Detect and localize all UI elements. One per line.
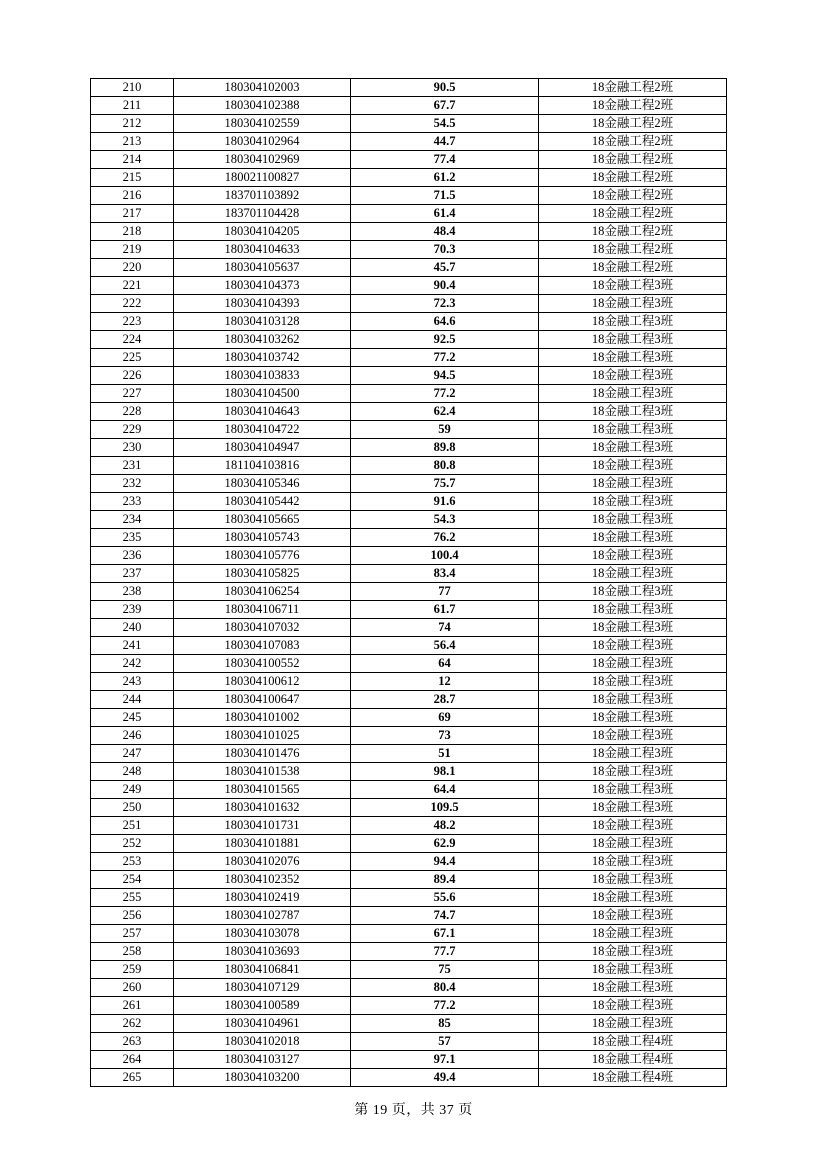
student-id-cell: 180304102787 — [174, 907, 351, 925]
score-cell: 61.4 — [351, 205, 539, 223]
score-cell: 89.8 — [351, 439, 539, 457]
student-id-cell: 183701103892 — [174, 187, 351, 205]
student-id-cell: 180304105825 — [174, 565, 351, 583]
score-cell: 61.2 — [351, 169, 539, 187]
row-number-cell: 218 — [91, 223, 174, 241]
student-id-cell: 180304104633 — [174, 241, 351, 259]
class-name-cell: 18金融工程3班 — [539, 277, 727, 295]
score-cell: 97.1 — [351, 1051, 539, 1069]
student-id-cell: 180304103128 — [174, 313, 351, 331]
table-row — [91, 205, 727, 223]
row-number-cell: 234 — [91, 511, 174, 529]
row-number-cell: 223 — [91, 313, 174, 331]
row-number-cell: 254 — [91, 871, 174, 889]
row-number-cell: 226 — [91, 367, 174, 385]
student-id-cell: 180304100612 — [174, 673, 351, 691]
class-name-cell: 18金融工程3班 — [539, 1015, 727, 1033]
student-id-cell: 180304103833 — [174, 367, 351, 385]
class-name-cell: 18金融工程3班 — [539, 763, 727, 781]
student-id-cell: 181104103816 — [174, 457, 351, 475]
class-name-cell: 18金融工程2班 — [539, 133, 727, 151]
row-number-cell: 219 — [91, 241, 174, 259]
table-row — [91, 151, 727, 169]
class-name-cell: 18金融工程3班 — [539, 673, 727, 691]
score-cell: 80.8 — [351, 457, 539, 475]
row-number-cell: 228 — [91, 403, 174, 421]
table-row — [91, 691, 727, 709]
student-id-cell: 180304104373 — [174, 277, 351, 295]
student-id-cell: 180304103200 — [174, 1069, 351, 1087]
class-name-cell: 18金融工程3班 — [539, 457, 727, 475]
score-cell: 90.5 — [351, 79, 539, 97]
class-name-cell: 18金融工程3班 — [539, 547, 727, 565]
score-cell: 109.5 — [351, 799, 539, 817]
score-cell: 54.5 — [351, 115, 539, 133]
score-cell: 76.2 — [351, 529, 539, 547]
score-cell: 74 — [351, 619, 539, 637]
row-number-cell: 243 — [91, 673, 174, 691]
score-cell: 51 — [351, 745, 539, 763]
row-number-cell: 259 — [91, 961, 174, 979]
table-row — [91, 565, 727, 583]
class-name-cell: 18金融工程3班 — [539, 961, 727, 979]
student-id-cell: 180304102419 — [174, 889, 351, 907]
table-row — [91, 475, 727, 493]
table-row — [91, 115, 727, 133]
class-name-cell: 18金融工程3班 — [539, 367, 727, 385]
student-id-cell: 180304103742 — [174, 349, 351, 367]
class-name-cell: 18金融工程4班 — [539, 1069, 727, 1087]
row-number-cell: 258 — [91, 943, 174, 961]
score-cell: 71.5 — [351, 187, 539, 205]
score-cell: 74.7 — [351, 907, 539, 925]
student-id-cell: 180304102076 — [174, 853, 351, 871]
score-cell: 70.3 — [351, 241, 539, 259]
score-cell: 57 — [351, 1033, 539, 1051]
score-cell: 64 — [351, 655, 539, 673]
score-cell: 89.4 — [351, 871, 539, 889]
table-row — [91, 1069, 727, 1087]
score-cell: 56.4 — [351, 637, 539, 655]
table-row — [91, 349, 727, 367]
student-id-cell: 180304104205 — [174, 223, 351, 241]
table-row — [91, 853, 727, 871]
class-name-cell: 18金融工程3班 — [539, 619, 727, 637]
class-name-cell: 18金融工程3班 — [539, 709, 727, 727]
student-id-cell: 180304102352 — [174, 871, 351, 889]
student-id-cell: 180304102388 — [174, 97, 351, 115]
class-name-cell: 18金融工程3班 — [539, 493, 727, 511]
student-id-cell: 180304105637 — [174, 259, 351, 277]
row-number-cell: 227 — [91, 385, 174, 403]
score-cell: 44.7 — [351, 133, 539, 151]
row-number-cell: 233 — [91, 493, 174, 511]
table-row — [91, 817, 727, 835]
row-number-cell: 214 — [91, 151, 174, 169]
class-name-cell: 18金融工程3班 — [539, 817, 727, 835]
row-number-cell: 236 — [91, 547, 174, 565]
student-id-cell: 180304102559 — [174, 115, 351, 133]
row-number-cell: 264 — [91, 1051, 174, 1069]
table-row — [91, 223, 727, 241]
table-row — [91, 673, 727, 691]
score-cell: 62.4 — [351, 403, 539, 421]
class-name-cell: 18金融工程3班 — [539, 421, 727, 439]
row-number-cell: 216 — [91, 187, 174, 205]
student-id-cell: 180304104643 — [174, 403, 351, 421]
table-row — [91, 511, 727, 529]
row-number-cell: 241 — [91, 637, 174, 655]
table-row — [91, 943, 727, 961]
row-number-cell: 256 — [91, 907, 174, 925]
class-name-cell: 18金融工程2班 — [539, 115, 727, 133]
table-row — [91, 799, 727, 817]
row-number-cell: 262 — [91, 1015, 174, 1033]
page-footer: 第 19 页，共 37 页 — [354, 1103, 473, 1118]
table-row — [91, 331, 727, 349]
class-name-cell: 18金融工程3班 — [539, 907, 727, 925]
student-id-cell: 180304101025 — [174, 727, 351, 745]
row-number-cell: 220 — [91, 259, 174, 277]
table-row — [91, 997, 727, 1015]
row-number-cell: 265 — [91, 1069, 174, 1087]
class-name-cell: 18金融工程3班 — [539, 745, 727, 763]
row-number-cell: 255 — [91, 889, 174, 907]
class-name-cell: 18金融工程3班 — [539, 349, 727, 367]
score-cell: 77.7 — [351, 943, 539, 961]
student-id-cell: 180304101731 — [174, 817, 351, 835]
student-id-cell: 180304107083 — [174, 637, 351, 655]
score-cell: 61.7 — [351, 601, 539, 619]
score-cell: 69 — [351, 709, 539, 727]
student-id-cell: 180304102003 — [174, 79, 351, 97]
score-cell: 75 — [351, 961, 539, 979]
row-number-cell: 240 — [91, 619, 174, 637]
class-name-cell: 18金融工程2班 — [539, 187, 727, 205]
class-name-cell: 18金融工程3班 — [539, 439, 727, 457]
score-cell: 92.5 — [351, 331, 539, 349]
student-id-cell: 180304107032 — [174, 619, 351, 637]
class-name-cell: 18金融工程3班 — [539, 565, 727, 583]
score-cell: 48.4 — [351, 223, 539, 241]
score-cell: 59 — [351, 421, 539, 439]
student-id-cell: 180304100647 — [174, 691, 351, 709]
score-cell: 54.3 — [351, 511, 539, 529]
class-name-cell: 18金融工程3班 — [539, 997, 727, 1015]
class-name-cell: 18金融工程2班 — [539, 223, 727, 241]
class-name-cell: 18金融工程2班 — [539, 151, 727, 169]
score-cell: 77.4 — [351, 151, 539, 169]
table-row — [91, 421, 727, 439]
score-cell: 49.4 — [351, 1069, 539, 1087]
class-name-cell: 18金融工程3班 — [539, 943, 727, 961]
table-row — [91, 889, 727, 907]
table-row — [91, 907, 727, 925]
class-name-cell: 18金融工程4班 — [539, 1051, 727, 1069]
class-name-cell: 18金融工程2班 — [539, 79, 727, 97]
row-number-cell: 239 — [91, 601, 174, 619]
score-cell: 72.3 — [351, 295, 539, 313]
table-row — [91, 925, 727, 943]
row-number-cell: 248 — [91, 763, 174, 781]
score-cell: 67.1 — [351, 925, 539, 943]
table-row — [91, 493, 727, 511]
score-cell: 94.5 — [351, 367, 539, 385]
table-row — [91, 79, 727, 97]
class-name-cell: 18金融工程3班 — [539, 511, 727, 529]
table-row — [91, 601, 727, 619]
student-id-cell: 180304103693 — [174, 943, 351, 961]
score-cell: 48.2 — [351, 817, 539, 835]
score-cell: 94.4 — [351, 853, 539, 871]
class-name-cell: 18金融工程3班 — [539, 295, 727, 313]
score-cell: 55.6 — [351, 889, 539, 907]
row-number-cell: 252 — [91, 835, 174, 853]
row-number-cell: 213 — [91, 133, 174, 151]
table-row — [91, 547, 727, 565]
table-row — [91, 367, 727, 385]
table-row — [91, 295, 727, 313]
score-cell: 90.4 — [351, 277, 539, 295]
score-cell: 62.9 — [351, 835, 539, 853]
student-id-cell: 180304105665 — [174, 511, 351, 529]
table-row — [91, 1051, 727, 1069]
table-row — [91, 385, 727, 403]
score-cell: 83.4 — [351, 565, 539, 583]
score-cell: 75.7 — [351, 475, 539, 493]
score-cell: 77 — [351, 583, 539, 601]
table-row — [91, 655, 727, 673]
row-number-cell: 260 — [91, 979, 174, 997]
class-name-cell: 18金融工程3班 — [539, 781, 727, 799]
row-number-cell: 210 — [91, 79, 174, 97]
score-cell: 80.4 — [351, 979, 539, 997]
table-row — [91, 1015, 727, 1033]
student-id-cell: 180304101002 — [174, 709, 351, 727]
student-id-cell: 180304104961 — [174, 1015, 351, 1033]
row-number-cell: 224 — [91, 331, 174, 349]
row-number-cell: 215 — [91, 169, 174, 187]
class-name-cell: 18金融工程2班 — [539, 97, 727, 115]
score-cell: 85 — [351, 1015, 539, 1033]
table-row — [91, 745, 727, 763]
row-number-cell: 217 — [91, 205, 174, 223]
student-id-cell: 180304101565 — [174, 781, 351, 799]
class-name-cell: 18金融工程3班 — [539, 583, 727, 601]
student-id-cell: 180304102969 — [174, 151, 351, 169]
score-cell: 64.6 — [351, 313, 539, 331]
row-number-cell: 242 — [91, 655, 174, 673]
row-number-cell: 231 — [91, 457, 174, 475]
student-id-cell: 180304106254 — [174, 583, 351, 601]
table-row — [91, 439, 727, 457]
table-row — [91, 187, 727, 205]
student-id-cell: 180304105442 — [174, 493, 351, 511]
table-row — [91, 709, 727, 727]
score-cell: 67.7 — [351, 97, 539, 115]
class-name-cell: 18金融工程3班 — [539, 385, 727, 403]
class-name-cell: 18金融工程4班 — [539, 1033, 727, 1051]
table-row — [91, 637, 727, 655]
row-number-cell: 261 — [91, 997, 174, 1015]
table-row — [91, 835, 727, 853]
score-cell: 100.4 — [351, 547, 539, 565]
class-name-cell: 18金融工程3班 — [539, 835, 727, 853]
row-number-cell: 257 — [91, 925, 174, 943]
score-cell: 28.7 — [351, 691, 539, 709]
class-name-cell: 18金融工程3班 — [539, 799, 727, 817]
table-row — [91, 961, 727, 979]
class-name-cell: 18金融工程3班 — [539, 475, 727, 493]
class-name-cell: 18金融工程3班 — [539, 979, 727, 997]
class-name-cell: 18金融工程3班 — [539, 871, 727, 889]
row-number-cell: 221 — [91, 277, 174, 295]
student-id-cell: 180304102964 — [174, 133, 351, 151]
row-number-cell: 230 — [91, 439, 174, 457]
score-cell: 77.2 — [351, 349, 539, 367]
row-number-cell: 250 — [91, 799, 174, 817]
table-row — [91, 277, 727, 295]
table-row — [91, 529, 727, 547]
row-number-cell: 222 — [91, 295, 174, 313]
class-name-cell: 18金融工程3班 — [539, 331, 727, 349]
row-number-cell: 245 — [91, 709, 174, 727]
table-row — [91, 97, 727, 115]
student-id-cell: 180304101476 — [174, 745, 351, 763]
student-id-cell: 180304104500 — [174, 385, 351, 403]
class-name-cell: 18金融工程3班 — [539, 655, 727, 673]
table-row — [91, 457, 727, 475]
class-name-cell: 18金融工程3班 — [539, 637, 727, 655]
class-name-cell: 18金融工程2班 — [539, 205, 727, 223]
row-number-cell: 229 — [91, 421, 174, 439]
row-number-cell: 263 — [91, 1033, 174, 1051]
student-id-cell: 180304104722 — [174, 421, 351, 439]
row-number-cell: 225 — [91, 349, 174, 367]
table-row — [91, 781, 727, 799]
row-number-cell: 211 — [91, 97, 174, 115]
student-id-cell: 183701104428 — [174, 205, 351, 223]
table-row — [91, 979, 727, 997]
student-id-cell: 180304104947 — [174, 439, 351, 457]
table-row — [91, 871, 727, 889]
row-number-cell: 246 — [91, 727, 174, 745]
student-id-cell: 180304100552 — [174, 655, 351, 673]
student-id-cell: 180304101881 — [174, 835, 351, 853]
table-row — [91, 259, 727, 277]
row-number-cell: 249 — [91, 781, 174, 799]
score-cell: 77.2 — [351, 997, 539, 1015]
student-id-cell: 180304102018 — [174, 1033, 351, 1051]
table-row — [91, 133, 727, 151]
class-name-cell: 18金融工程3班 — [539, 889, 727, 907]
student-id-cell: 180304101632 — [174, 799, 351, 817]
student-id-cell: 180304104393 — [174, 295, 351, 313]
student-id-cell: 180304106841 — [174, 961, 351, 979]
row-number-cell: 232 — [91, 475, 174, 493]
class-name-cell: 18金融工程3班 — [539, 529, 727, 547]
table-row — [91, 241, 727, 259]
student-id-cell: 180304103262 — [174, 331, 351, 349]
score-cell: 77.2 — [351, 385, 539, 403]
class-name-cell: 18金融工程3班 — [539, 691, 727, 709]
score-table-body — [91, 79, 727, 1087]
score-cell: 98.1 — [351, 763, 539, 781]
score-cell: 91.6 — [351, 493, 539, 511]
row-number-cell: 253 — [91, 853, 174, 871]
score-cell: 45.7 — [351, 259, 539, 277]
student-id-cell: 180304105743 — [174, 529, 351, 547]
score-table — [90, 78, 727, 1087]
table-row — [91, 619, 727, 637]
score-cell: 12 — [351, 673, 539, 691]
student-id-cell: 180304107129 — [174, 979, 351, 997]
student-id-cell: 180304101538 — [174, 763, 351, 781]
row-number-cell: 251 — [91, 817, 174, 835]
table-row — [91, 1033, 727, 1051]
class-name-cell: 18金融工程2班 — [539, 169, 727, 187]
score-cell: 64.4 — [351, 781, 539, 799]
class-name-cell: 18金融工程3班 — [539, 403, 727, 421]
class-name-cell: 18金融工程3班 — [539, 925, 727, 943]
row-number-cell: 244 — [91, 691, 174, 709]
table-row — [91, 313, 727, 331]
table-row — [91, 763, 727, 781]
score-cell: 73 — [351, 727, 539, 745]
row-number-cell: 237 — [91, 565, 174, 583]
row-number-cell: 238 — [91, 583, 174, 601]
class-name-cell: 18金融工程2班 — [539, 259, 727, 277]
table-row — [91, 727, 727, 745]
class-name-cell: 18金融工程3班 — [539, 313, 727, 331]
row-number-cell: 247 — [91, 745, 174, 763]
student-id-cell: 180021100827 — [174, 169, 351, 187]
table-row — [91, 169, 727, 187]
class-name-cell: 18金融工程3班 — [539, 727, 727, 745]
class-name-cell: 18金融工程3班 — [539, 853, 727, 871]
row-number-cell: 212 — [91, 115, 174, 133]
student-id-cell: 180304105346 — [174, 475, 351, 493]
class-name-cell: 18金融工程2班 — [539, 241, 727, 259]
class-name-cell: 18金融工程3班 — [539, 601, 727, 619]
student-id-cell: 180304105776 — [174, 547, 351, 565]
student-id-cell: 180304103078 — [174, 925, 351, 943]
table-row — [91, 583, 727, 601]
student-id-cell: 180304100589 — [174, 997, 351, 1015]
row-number-cell: 235 — [91, 529, 174, 547]
student-id-cell: 180304106711 — [174, 601, 351, 619]
student-id-cell: 180304103127 — [174, 1051, 351, 1069]
table-row — [91, 403, 727, 421]
